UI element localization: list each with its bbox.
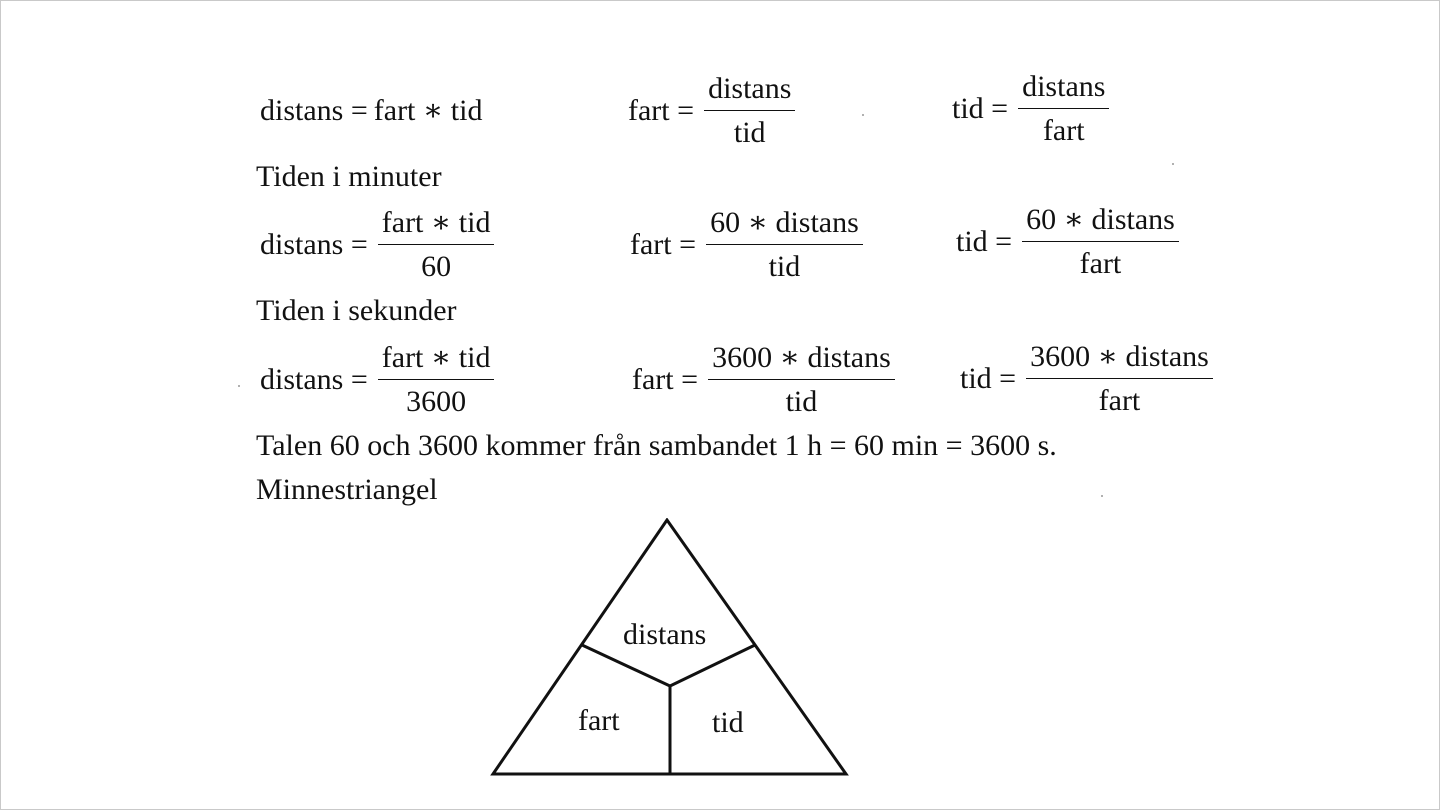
scan-speck (238, 385, 240, 387)
formula-speed-seconds (632, 343, 895, 417)
fraction-denominator: fart (1018, 108, 1109, 146)
formula-lhs: tid = (960, 362, 1017, 395)
triangle-divider-right (670, 645, 755, 686)
fraction-denominator: fart (1026, 378, 1213, 416)
memory-triangle (490, 518, 850, 780)
formula-time-seconds (960, 342, 1213, 416)
formula-distance-seconds (260, 343, 494, 417)
triangle-label-left: fart (578, 704, 620, 737)
fraction-numerator: 3600 ∗ distans (1030, 340, 1209, 373)
fraction-denominator: fart (1022, 241, 1179, 279)
formula-lhs: distans = (260, 94, 368, 127)
fraction (378, 208, 495, 282)
fraction-numerator: 60 ∗ distans (1026, 203, 1175, 236)
formula-time-minutes (956, 205, 1179, 279)
fraction-denominator: tid (708, 379, 895, 417)
formula-rhs: fart ∗ tid (373, 94, 483, 127)
fraction-denominator: tid (704, 110, 795, 148)
heading-seconds: Tiden i sekunder (256, 294, 457, 327)
fraction-numerator: fart ∗ tid (381, 206, 491, 239)
fraction (706, 208, 863, 282)
formula-lhs: fart = (630, 228, 697, 261)
formula-lhs: fart = (632, 363, 699, 396)
fraction-denominator: 3600 (378, 379, 495, 417)
fraction-denominator: tid (706, 244, 863, 282)
formula-speed-minutes (630, 208, 863, 282)
triangle-divider-left (582, 645, 670, 686)
fraction-numerator: 60 ∗ distans (710, 206, 859, 239)
formula-lhs: tid = (956, 225, 1013, 258)
formula-lhs: distans = (260, 363, 368, 396)
scan-speck (1172, 163, 1174, 165)
fraction (1022, 205, 1179, 279)
fraction (704, 74, 795, 148)
triangle-label-top: distans (623, 618, 707, 651)
scan-speck (1101, 495, 1103, 497)
formula-distance-minutes (260, 208, 494, 282)
fraction-denominator: 60 (378, 244, 495, 282)
heading-triangle: Minnestriangel (256, 473, 438, 506)
heading-minutes: Tiden i minuter (256, 160, 442, 193)
fraction (378, 343, 495, 417)
scan-speck (862, 114, 864, 116)
fraction (1018, 72, 1109, 146)
fraction-numerator: distans (1022, 70, 1106, 103)
fraction (1026, 342, 1213, 416)
fraction-numerator: distans (708, 72, 792, 105)
fraction-numerator: fart ∗ tid (381, 341, 491, 374)
relation-note: Talen 60 och 3600 kommer från sambandet 1 h = 60 min = 3600 s. (256, 429, 1057, 462)
triangle-label-right: tid (712, 706, 744, 739)
formula-lhs: tid = (952, 92, 1009, 125)
formula-distance (260, 96, 482, 126)
formula-lhs: distans = (260, 228, 368, 261)
formula-speed (628, 74, 795, 148)
fraction (708, 343, 895, 417)
formula-time (952, 72, 1109, 146)
fraction-numerator: 3600 ∗ distans (712, 341, 891, 374)
formula-lhs: fart = (628, 94, 695, 127)
